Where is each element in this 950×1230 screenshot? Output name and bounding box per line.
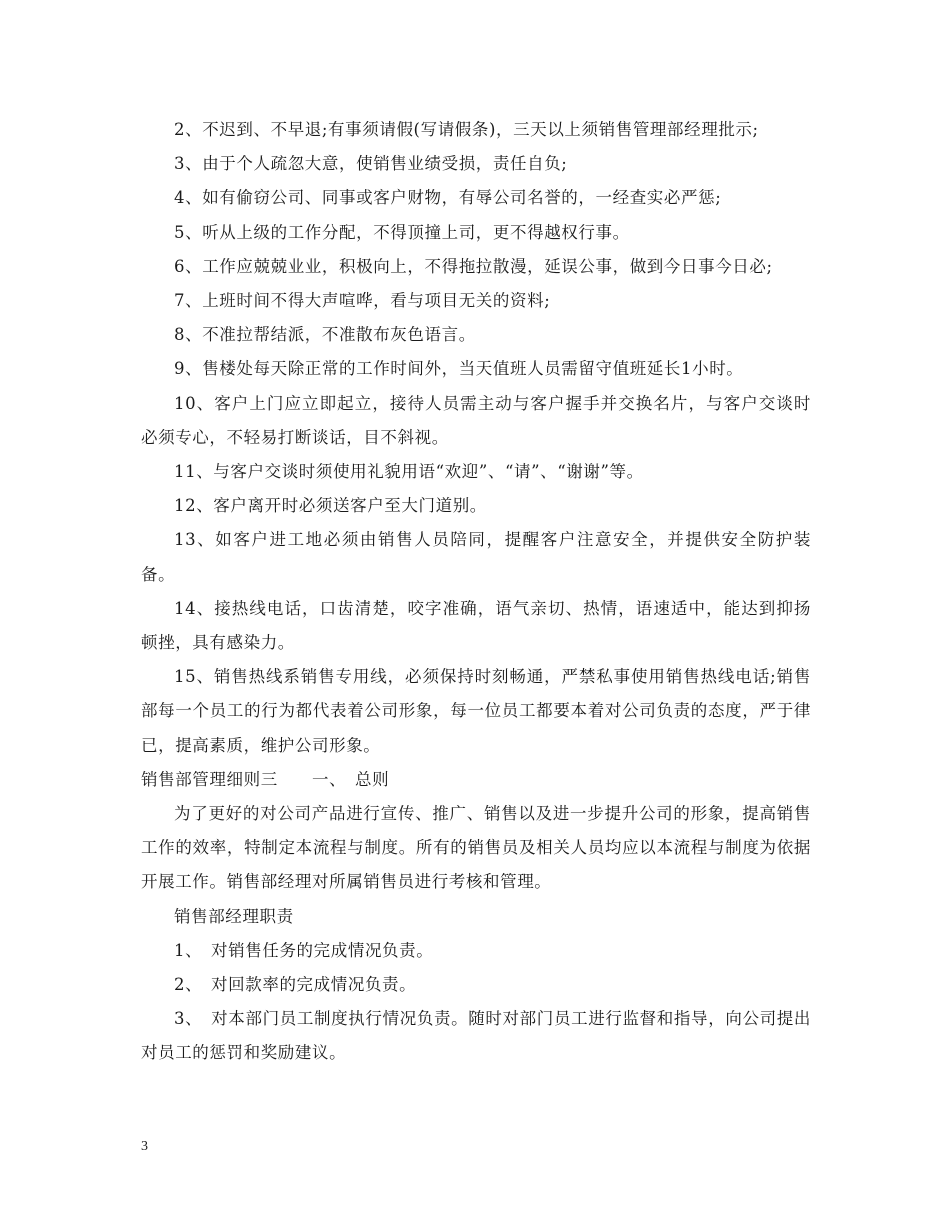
rule-paragraph-2: 2、不迟到、不早退;有事须请假(写请假条)，三天以上须销售管理部经理批示;: [174, 120, 759, 139]
section-heading: 销售部管理细则三 一、 总则: [141, 769, 390, 789]
rule-paragraph-15: 15、销售热线系销售专用线，必须保持时刻畅通，严禁私事使用销售热线电话;销售部每一个员工的行为都代表着公司形象，每一位员工都要本着对公司负责的态度，严于律已，提高素质，维护公司形象。: [141, 667, 811, 755]
rule-paragraph-5: 5、听从上级的工作分配，不得顶撞上司，更不得越权行事。: [174, 222, 630, 242]
rule-paragraph-14: 14、接热线电话，口齿清楚，咬字准确，语气亲切、热情，语速适中，能达到抑扬顿挫，具有感染力。: [141, 598, 811, 653]
rule-paragraph-9: 9、售楼处每天除正常的工作时间外，当天值班人员需留守值班延长1小时。: [174, 359, 744, 379]
document-page: [141, 113, 811, 1071]
rule-paragraph-6: 6、工作应兢兢业业，积极向上，不得拖拉散漫，延误公事，做到今日事今日必;: [174, 256, 773, 276]
rule-paragraph-11: 11、与客户交谈时须使用礼貌用语“欢迎”、“请”、“谢谢”等。: [174, 462, 644, 482]
page-number: 3: [141, 1139, 148, 1154]
duty-item-1: 1、 对销售任务的完成情况负责。: [174, 940, 434, 960]
rule-paragraph-10: 10、客户上门应立即起立，接待人员需主动与客户握手并交换名片，与客户交谈时必须专心，不轻易打断谈话，目不斜视。: [141, 393, 811, 447]
rule-paragraph-4: 4、如有偷窃公司、同事或客户财物，有辱公司名誉的，一经查实必严惩;: [174, 188, 722, 208]
rule-paragraph-13: 13、如客户进工地必须由销售人员陪同，提醒客户注意安全，并提供安全防护装备。: [141, 530, 811, 584]
duties-subheading: 销售部经理职责: [174, 906, 294, 926]
rule-paragraph-7: 7、上班时间不得大声喧哗，看与项目无关的资料;: [174, 291, 551, 311]
intro-paragraph: 为了更好的对公司产品进行宣传、推广、销售以及进一步提升公司的形象，提高销售工作的效率，特制定本流程与制度。所有的销售员及相关人员均应以本流程与制度为依据开展工作。销售部经理对所属销售员进行考核和管理。: [141, 804, 811, 892]
duty-item-2: 2、 对回款率的完成情况负责。: [174, 975, 417, 995]
rule-paragraph-8: 8、不准拉帮结派，不准散布灰色语言。: [174, 325, 476, 345]
duty-item-3: 3、 对本部门员工制度执行情况负责。随时对部门员工进行监督和指导，向公司提出对员工的惩罚和奖励建议。: [141, 1009, 811, 1063]
rule-paragraph-3: 3、由于个人疏忽大意，使销售业绩受损，责任自负;: [174, 154, 568, 174]
rule-paragraph-12: 12、客户离开时必须送客户至大门道别。: [174, 496, 487, 516]
